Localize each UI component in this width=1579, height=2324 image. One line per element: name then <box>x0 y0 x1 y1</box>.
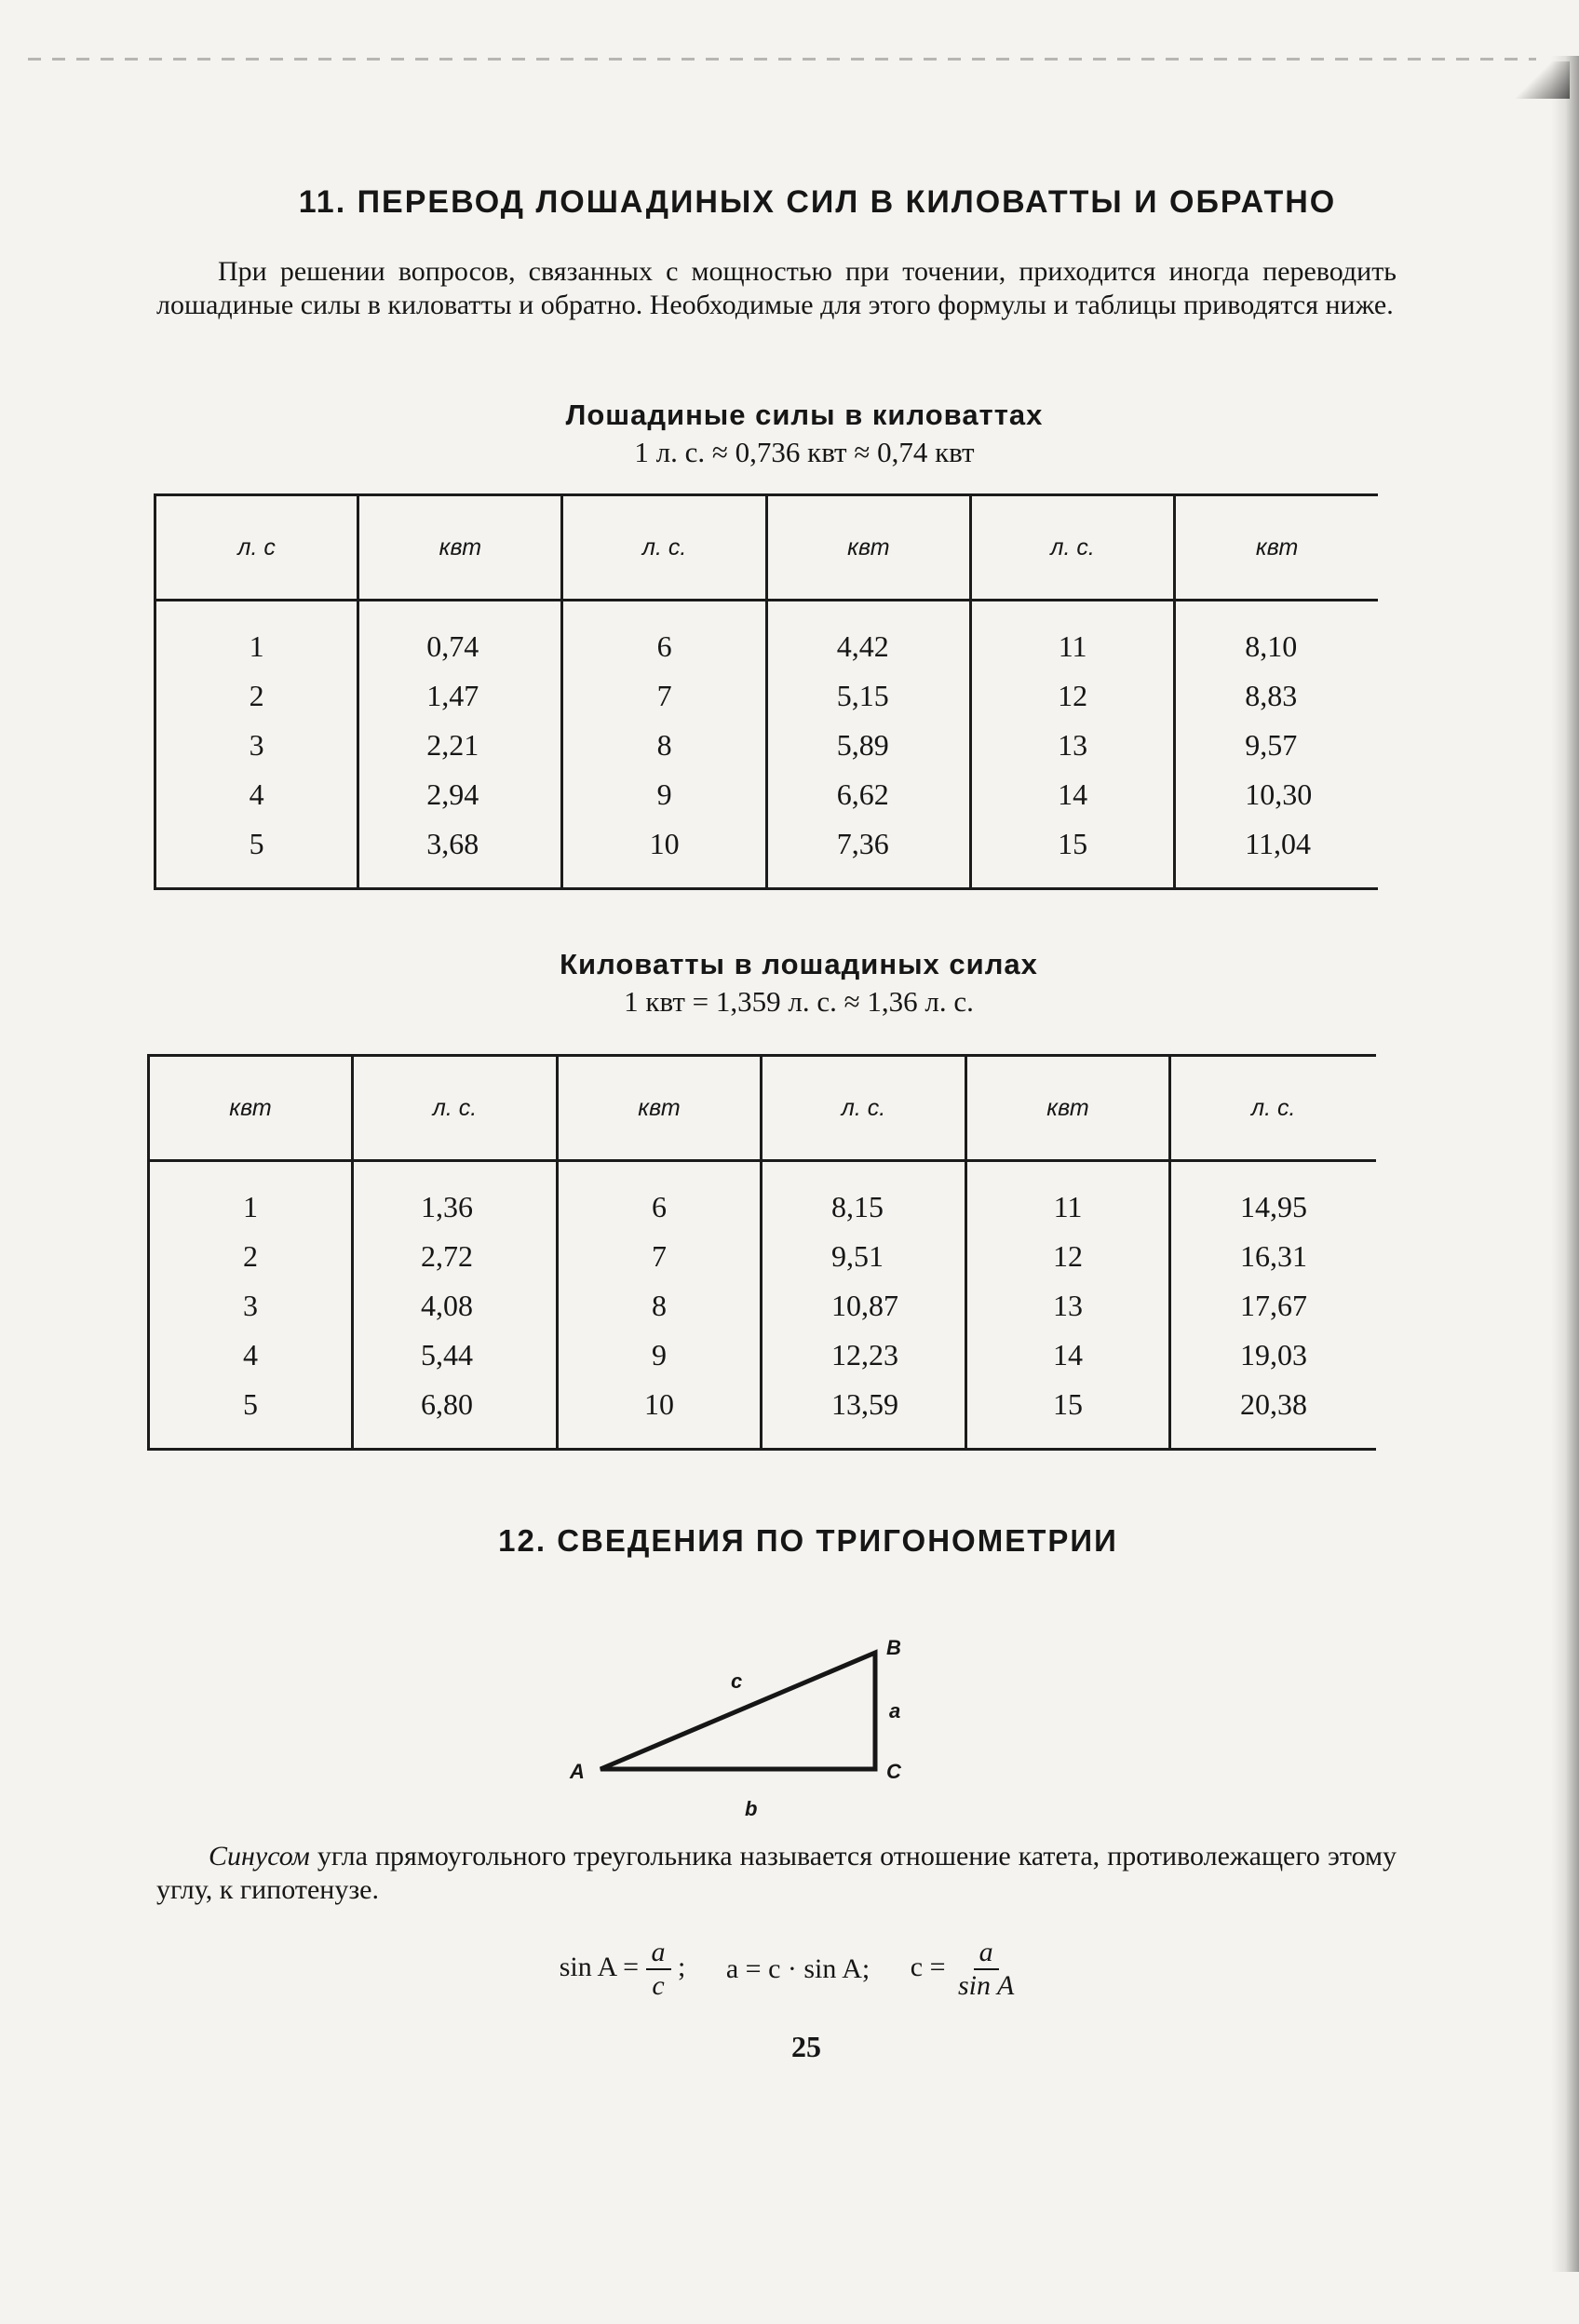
column-header: квт <box>766 495 970 601</box>
side-c-label: c <box>731 1669 743 1693</box>
side-b-label: b <box>745 1797 758 1820</box>
kw-column: 6 7 8 9 10 <box>558 1161 762 1450</box>
table-body-row <box>149 1161 1376 1450</box>
column-header: л. с <box>155 495 358 601</box>
scan-edge-top <box>28 58 1536 61</box>
formula-c-equals <box>911 1937 1020 2002</box>
kw-to-hp-table <box>147 1054 1376 1451</box>
table1-title: Лошадиные силы в киловаттах <box>565 399 1044 431</box>
right-triangle-diagram <box>559 1625 950 1825</box>
denominator: c <box>652 1970 665 2001</box>
fraction-a-over-c <box>646 1937 671 2002</box>
formula-sin-a <box>560 1937 686 2002</box>
denominator: sin A <box>957 1970 1015 2001</box>
column-header: квт <box>149 1056 353 1161</box>
formula-lhs: sin A = <box>559 1951 639 1982</box>
separator: ; <box>678 1951 686 1982</box>
table-body-row <box>155 601 1379 889</box>
formula-lhs: c = <box>910 1951 946 1982</box>
hp-column: 14,95 16,31 17,67 19,03 20,38 <box>1240 1190 1307 1421</box>
column-header: л. с. <box>762 1056 966 1161</box>
hp-column: 1,36 2,72 4,08 5,44 6,80 <box>353 1161 558 1450</box>
kw-column: 4,42 5,15 5,89 6,62 7,36 <box>766 601 970 889</box>
sine-formulas <box>0 1937 1579 2002</box>
table2-formula: 1 квт = 1,359 л. с. ≈ 1,36 л. с. <box>624 985 974 1018</box>
column-header: л. с. <box>353 1056 558 1161</box>
intro-paragraph: При решении вопросов, связанных с мощностью при точении, приходится иногда переводить лошадиные силы в киловатты и обратно. Необходимые для этого формулы и таблицы приводятся ниже. <box>156 256 1397 320</box>
hp-column: 8,15 9,51 10,87 12,23 13,59 <box>762 1161 966 1450</box>
sine-text: угла прямоугольного треугольника называется отношение катета, противолежащего этому углу, к гипотенузе. <box>156 1841 1397 1905</box>
numerator: a <box>974 1937 999 1970</box>
hp-column: 1 2 3 4 5 <box>155 601 358 889</box>
kw-column: 8,10 8,83 9,57 10,30 11,04 <box>1245 629 1313 860</box>
formula-a-equals: a = c · sin A; <box>725 1953 870 1984</box>
fraction-a-over-sin-a <box>952 1937 1019 2002</box>
hp-to-kw-table <box>154 493 1378 890</box>
table-header-row <box>149 1056 1376 1161</box>
kw-column: 11 12 13 14 15 <box>966 1161 1170 1450</box>
table2-title: Киловатты в лошадиных силах <box>560 948 1038 980</box>
side-a-label: a <box>889 1699 901 1723</box>
column-header: квт <box>358 495 562 601</box>
column-header: квт <box>558 1056 762 1161</box>
section-heading-hp-kw: 11. ПЕРЕВОД ЛОШАДИНЫХ СИЛ В КИЛОВАТТЫ И ОБРАТНО <box>298 184 1337 220</box>
numerator: a <box>646 1937 671 1970</box>
column-header: квт <box>966 1056 1170 1161</box>
section-heading-trigonometry: 12. СВЕДЕНИЯ ПО ТРИГОНОМЕТРИИ <box>498 1523 1118 1558</box>
page-number: 25 <box>791 2030 821 2063</box>
kw-column: 0,74 1,47 2,21 2,94 3,68 <box>358 601 562 889</box>
vertex-c-label: C <box>886 1760 901 1783</box>
vertex-a-label: A <box>570 1760 585 1783</box>
scan-corner-shadow <box>1514 61 1570 99</box>
hp-column: 6 7 8 9 10 <box>562 601 766 889</box>
vertex-b-label: B <box>886 1636 901 1659</box>
kw-column: 1 2 3 4 5 <box>149 1161 353 1450</box>
column-header: л. с. <box>1170 1056 1376 1161</box>
sine-definition <box>156 1840 1397 1907</box>
table1-formula: 1 л. с. ≈ 0,736 квт ≈ 0,74 квт <box>634 436 975 468</box>
column-header: л. с. <box>562 495 766 601</box>
hp-column: 11 12 13 14 15 <box>970 601 1174 889</box>
column-header: квт <box>1175 495 1378 601</box>
table-header-row <box>155 495 1379 601</box>
column-header: л. с. <box>970 495 1174 601</box>
sine-term: Синусом <box>209 1841 310 1871</box>
